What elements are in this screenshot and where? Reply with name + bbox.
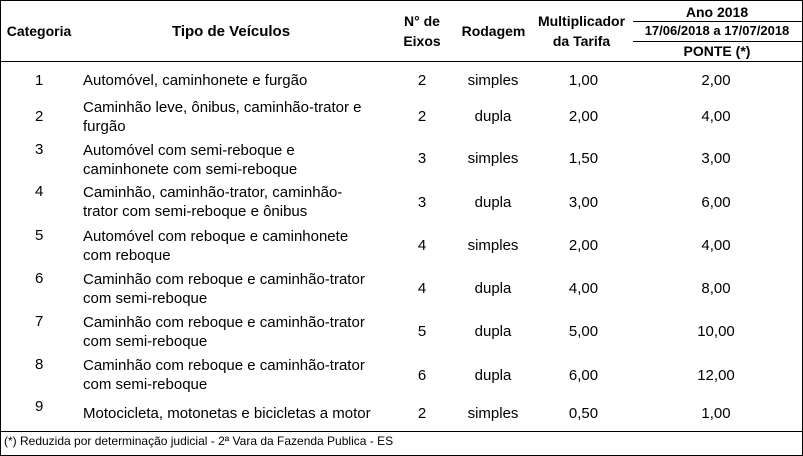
cell-rodagem: simples bbox=[467, 237, 519, 254]
cell-categoria: 5 bbox=[35, 227, 44, 244]
cell-rodagem: simples bbox=[467, 150, 519, 167]
cell-ponte: 4,00 bbox=[701, 237, 731, 254]
header-rule-1 bbox=[633, 21, 802, 22]
header-multiplicador-line1: Multiplicador bbox=[537, 13, 626, 29]
cell-multiplicador: 6,00 bbox=[568, 367, 599, 384]
cell-multiplicador: 5,00 bbox=[568, 323, 599, 340]
cell-eixos: 3 bbox=[417, 150, 427, 167]
header-tipo: Tipo de Veículos bbox=[171, 23, 291, 40]
cell-rodagem: dupla bbox=[474, 108, 512, 125]
cell-eixos: 2 bbox=[417, 108, 427, 125]
cell-categoria: 1 bbox=[35, 72, 44, 89]
cell-tipo: Automóvel, caminhonete e furgão bbox=[83, 72, 308, 89]
cell-ponte: 2,00 bbox=[701, 72, 731, 89]
cell-multiplicador: 2,00 bbox=[568, 237, 599, 254]
header-eixos-line1: N° de bbox=[404, 13, 440, 29]
cell-ponte: 8,00 bbox=[701, 280, 731, 297]
header-bottom-line bbox=[1, 61, 802, 62]
cell-ponte: 3,00 bbox=[701, 150, 731, 167]
cell-eixos: 2 bbox=[417, 405, 427, 422]
cell-tipo: Motocicleta, motonetas e bicicletas a motor bbox=[83, 405, 371, 422]
cell-rodagem: simples bbox=[467, 405, 519, 422]
cell-tipo-line2: caminhonete com semi-reboque bbox=[83, 161, 298, 178]
cell-ponte: 10,00 bbox=[697, 323, 735, 340]
header-ano: Ano 2018 bbox=[685, 4, 749, 20]
cell-multiplicador: 0,50 bbox=[568, 405, 599, 422]
cell-categoria: 8 bbox=[35, 356, 44, 373]
cell-categoria: 4 bbox=[35, 183, 44, 200]
footnote: (*) Reduzida por determinação judicial - 2ª Vara da Fazenda Publica - ES bbox=[4, 434, 394, 448]
footer-top-line bbox=[1, 431, 802, 432]
cell-categoria: 3 bbox=[35, 141, 44, 158]
cell-rodagem: dupla bbox=[474, 280, 512, 297]
cell-multiplicador: 1,50 bbox=[568, 150, 599, 167]
cell-eixos: 4 bbox=[417, 237, 427, 254]
cell-tipo-line2: furgão bbox=[83, 118, 126, 135]
cell-rodagem: dupla bbox=[474, 367, 512, 384]
header-eixos-line2: Eixos bbox=[403, 33, 441, 49]
header-ponte: PONTE (*) bbox=[683, 43, 751, 59]
cell-tipo-line2: com semi-reboque bbox=[83, 333, 208, 350]
cell-rodagem: simples bbox=[467, 72, 519, 89]
cell-eixos: 2 bbox=[417, 72, 427, 89]
cell-categoria: 2 bbox=[35, 108, 44, 125]
header-rule-2 bbox=[633, 41, 802, 42]
cell-multiplicador: 3,00 bbox=[568, 194, 599, 211]
cell-tipo: Caminhão, caminhão-trator, caminhão- bbox=[83, 184, 343, 201]
cell-ponte: 1,00 bbox=[701, 405, 731, 422]
cell-tipo: Caminhão com reboque e caminhão-trator bbox=[83, 357, 365, 374]
cell-tipo: Caminhão com reboque e caminhão-trator bbox=[83, 271, 365, 288]
cell-multiplicador: 4,00 bbox=[568, 280, 599, 297]
cell-multiplicador: 2,00 bbox=[568, 108, 599, 125]
cell-tipo-line2: com semi-reboque bbox=[83, 376, 208, 393]
cell-tipo: Caminhão leve, ônibus, caminhão-trator e bbox=[83, 99, 362, 116]
header-periodo: 17/06/2018 a 17/07/2018 bbox=[644, 23, 790, 38]
cell-categoria: 6 bbox=[35, 270, 44, 287]
header-categoria: Categoria bbox=[6, 23, 72, 39]
cell-ponte: 12,00 bbox=[697, 367, 735, 384]
cell-rodagem: dupla bbox=[474, 323, 512, 340]
cell-tipo-line2: trator com semi-reboque e ônibus bbox=[83, 203, 308, 220]
header-rodagem: Rodagem bbox=[461, 23, 526, 39]
cell-tipo: Automóvel com semi-reboque e bbox=[83, 142, 295, 159]
cell-ponte: 6,00 bbox=[701, 194, 731, 211]
header-multiplicador-line2: da Tarifa bbox=[552, 33, 611, 49]
cell-rodagem: dupla bbox=[474, 194, 512, 211]
cell-multiplicador: 1,00 bbox=[568, 72, 599, 89]
cell-eixos: 6 bbox=[417, 367, 427, 384]
cell-categoria: 7 bbox=[35, 313, 44, 330]
cell-tipo: Automóvel com reboque e caminhonete bbox=[83, 228, 349, 245]
cell-tipo-line2: com semi-reboque bbox=[83, 290, 208, 307]
cell-ponte: 4,00 bbox=[701, 108, 731, 125]
cell-eixos: 5 bbox=[417, 323, 427, 340]
cell-tipo: Caminhão com reboque e caminhão-trator bbox=[83, 314, 365, 331]
cell-eixos: 3 bbox=[417, 194, 427, 211]
cell-categoria: 9 bbox=[35, 398, 44, 415]
cell-eixos: 4 bbox=[417, 280, 427, 297]
cell-tipo-line2: com reboque bbox=[83, 247, 171, 264]
